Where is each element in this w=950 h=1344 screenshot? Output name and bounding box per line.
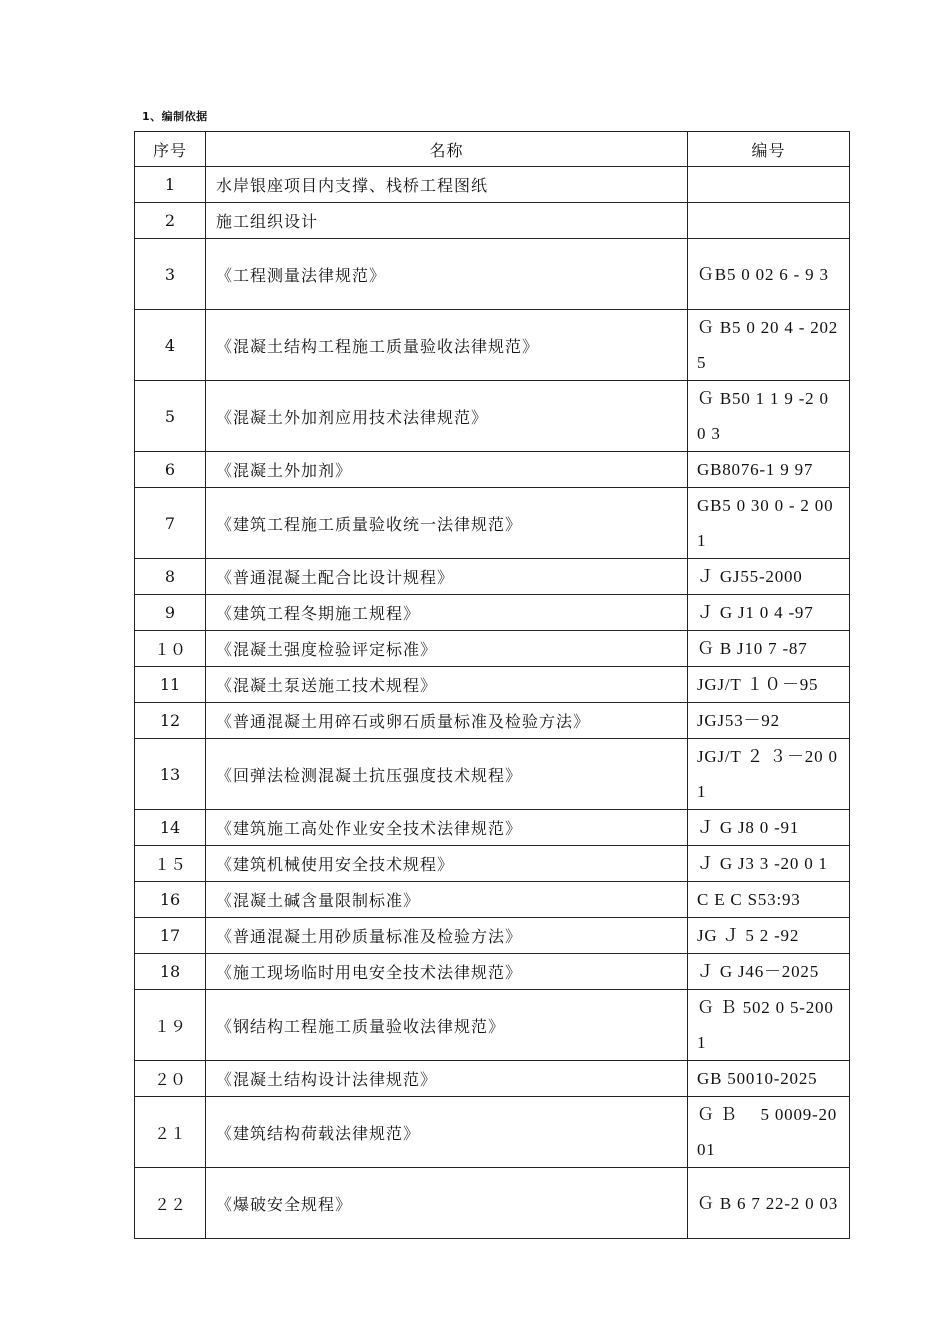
- row-seq: １９: [135, 990, 206, 1061]
- row-code: JGJ/T １０－95: [688, 667, 850, 703]
- row-name: 《钢结构工程施工质量验收法律规范》: [206, 990, 688, 1061]
- row-name: 《建筑工程冬期施工规程》: [206, 595, 688, 631]
- row-code: Ｊ GJ55-2000: [688, 559, 850, 595]
- table-row: [135, 631, 850, 667]
- row-seq: ２０: [135, 1061, 206, 1097]
- row-name: 《普通混凝土用砂质量标准及检验方法》: [206, 918, 688, 954]
- row-name: 《混凝土结构设计法律规范》: [206, 1061, 688, 1097]
- row-name: 施工组织设计: [206, 203, 688, 239]
- row-name: 《混凝土结构工程施工质量验收法律规范》: [206, 310, 688, 381]
- table-row: [135, 167, 850, 203]
- row-code: [688, 167, 850, 203]
- row-seq: 16: [135, 882, 206, 918]
- row-seq: 17: [135, 918, 206, 954]
- row-name: 《建筑工程施工质量验收统一法律规范》: [206, 488, 688, 559]
- row-name: 《施工现场临时用电安全技术法律规范》: [206, 954, 688, 990]
- row-name: 《混凝土外加剂》: [206, 452, 688, 488]
- row-code: GB5 0 30 0 - 2 001: [688, 488, 850, 559]
- row-name: 《工程测量法律规范》: [206, 239, 688, 310]
- row-code: ＧB5 0 02 6 - 9 3: [688, 239, 850, 310]
- table-row: [135, 381, 850, 452]
- row-code: Ｊ G J1 0 4 -97: [688, 595, 850, 631]
- row-code: GB8076-1 9 97: [688, 452, 850, 488]
- header-seq: 序号: [135, 132, 206, 167]
- row-seq: 3: [135, 239, 206, 310]
- table-row: [135, 667, 850, 703]
- header-code: 编号: [688, 132, 850, 167]
- row-code: JG Ｊ 5 2 -92: [688, 918, 850, 954]
- row-code: [688, 203, 850, 239]
- table-row: [135, 1097, 850, 1168]
- row-name: 《爆破安全规程》: [206, 1168, 688, 1239]
- row-code: JGJ/T ２ ３－20 0 1: [688, 739, 850, 810]
- row-code: Ｊ G J46－2025: [688, 954, 850, 990]
- row-name: 《普通混凝土用碎石或卵石质量标准及检验方法》: [206, 703, 688, 739]
- table-row: [135, 1168, 850, 1239]
- row-seq: 9: [135, 595, 206, 631]
- table-row: [135, 810, 850, 846]
- row-seq: ２２: [135, 1168, 206, 1239]
- row-name: 《建筑机械使用安全技术规程》: [206, 846, 688, 882]
- table-row: [135, 452, 850, 488]
- table-row: [135, 739, 850, 810]
- basis-table: [134, 131, 850, 1239]
- row-name: 《普通混凝土配合比设计规程》: [206, 559, 688, 595]
- row-seq: １０: [135, 631, 206, 667]
- row-seq: 14: [135, 810, 206, 846]
- row-code: Ｇ B50 1 1 9 -2 0 0 3: [688, 381, 850, 452]
- section-heading: 1、编制依据: [142, 110, 208, 123]
- table-row: [135, 310, 850, 381]
- row-name: 《建筑施工高处作业安全技术法律规范》: [206, 810, 688, 846]
- row-seq: 18: [135, 954, 206, 990]
- table-row: [135, 203, 850, 239]
- table-header-row: [135, 132, 850, 167]
- table-row: [135, 239, 850, 310]
- table-row: [135, 595, 850, 631]
- header-name: 名称: [206, 132, 688, 167]
- row-name: 《混凝土泵送施工技术规程》: [206, 667, 688, 703]
- row-name: 《混凝土碱含量限制标准》: [206, 882, 688, 918]
- table-row: [135, 703, 850, 739]
- row-code: GB 50010-2025: [688, 1061, 850, 1097]
- table-row: [135, 882, 850, 918]
- row-code: Ｇ B J10 7 -87: [688, 631, 850, 667]
- row-code: Ｇ Ｂ 5 0009-2001: [688, 1097, 850, 1168]
- row-seq: 13: [135, 739, 206, 810]
- table-row: [135, 990, 850, 1061]
- row-code: Ｇ Ｂ 502 0 5-2001: [688, 990, 850, 1061]
- table-row: [135, 1061, 850, 1097]
- row-seq: １５: [135, 846, 206, 882]
- table-row: [135, 488, 850, 559]
- row-seq: 5: [135, 381, 206, 452]
- row-seq: 4: [135, 310, 206, 381]
- row-name: 《回弹法检测混凝土抗压强度技术规程》: [206, 739, 688, 810]
- row-seq: 11: [135, 667, 206, 703]
- row-name: 《混凝土外加剂应用技术法律规范》: [206, 381, 688, 452]
- table-row: [135, 559, 850, 595]
- row-name: 《建筑结构荷载法律规范》: [206, 1097, 688, 1168]
- row-name: 《混凝土强度检验评定标准》: [206, 631, 688, 667]
- row-seq: ２１: [135, 1097, 206, 1168]
- row-code: Ｇ B 6 7 22-2 0 03: [688, 1168, 850, 1239]
- row-seq: 7: [135, 488, 206, 559]
- row-seq: 8: [135, 559, 206, 595]
- row-seq: 1: [135, 167, 206, 203]
- row-code: Ｇ B5 0 20 4 - 2025: [688, 310, 850, 381]
- row-name: 水岸银座项目内支撑、栈桥工程图纸: [206, 167, 688, 203]
- table-row: [135, 918, 850, 954]
- row-seq: 12: [135, 703, 206, 739]
- row-seq: 2: [135, 203, 206, 239]
- row-seq: 6: [135, 452, 206, 488]
- table-row: [135, 954, 850, 990]
- table-row: [135, 846, 850, 882]
- row-code: Ｊ G J3 3 -20 0 1: [688, 846, 850, 882]
- row-code: C E C S53:93: [688, 882, 850, 918]
- row-code: JGJ53－92: [688, 703, 850, 739]
- row-code: Ｊ G J8 0 -91: [688, 810, 850, 846]
